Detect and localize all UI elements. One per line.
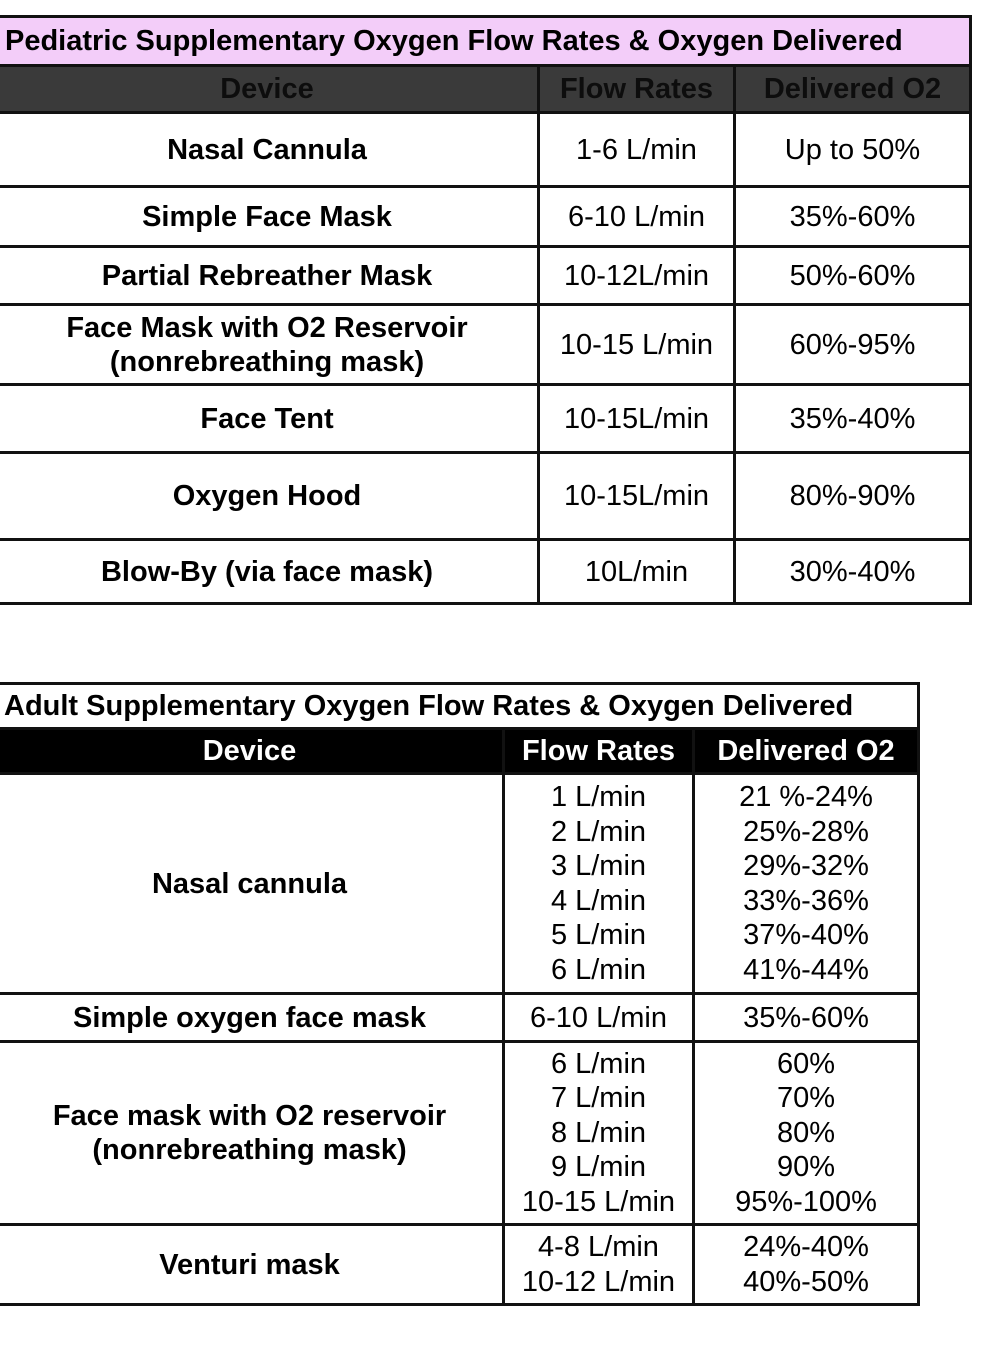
device-cell: Venturi mask xyxy=(0,1225,504,1305)
device-cell: Simple oxygen face mask xyxy=(0,994,504,1042)
pediatric-header-flow-rates: Flow Rates xyxy=(539,66,735,113)
device-cell: Blow-By (via face mask) xyxy=(0,540,539,604)
flow-rate-cell xyxy=(504,774,694,994)
delivered-o2-cell: 60%-95% xyxy=(735,305,971,385)
delivered-o2-cell: 35%-60% xyxy=(694,994,919,1042)
delivered-o2-cell: 30%-40% xyxy=(735,540,971,604)
delivered-o2-cell: 35%-60% xyxy=(735,187,971,247)
device-cell: Face Tent xyxy=(0,385,539,453)
device-cell: Nasal cannula xyxy=(0,774,504,994)
delivered-o2-value: 24%-40% xyxy=(743,1231,869,1263)
delivered-o2-value: 21 %-24% xyxy=(739,781,873,813)
flow-rate-value: 4-8 L/min xyxy=(538,1231,659,1263)
flow-rate-value: 5 L/min xyxy=(550,919,647,951)
delivered-o2-value: 95%-100% xyxy=(735,1185,877,1218)
flow-rate-cell: 6-10 L/min xyxy=(539,187,735,247)
device-line: Face Mask with O2 Reservoir xyxy=(66,311,468,344)
device-cell: Oxygen Hood xyxy=(0,453,539,540)
table-row xyxy=(0,247,971,305)
table-row xyxy=(0,187,971,247)
flow-rate-value: 6 L/min xyxy=(550,1047,647,1080)
delivered-o2-cell: Up to 50% xyxy=(735,113,971,187)
delivered-o2-value: 25%-28% xyxy=(743,815,869,848)
device-line: (nonrebreathing mask) xyxy=(92,1134,407,1166)
flow-rate-value: 6 L/min xyxy=(550,953,647,986)
flow-rate-cell: 10-15L/min xyxy=(539,385,735,453)
adult-header-delivered-o2: Delivered O2 xyxy=(694,729,919,774)
pediatric-header-delivered-o2: Delivered O2 xyxy=(735,66,971,113)
device-cell: Nasal Cannula xyxy=(0,113,539,187)
flow-rate-value: 4 L/min xyxy=(550,884,647,917)
adult-header-flow-rates: Flow Rates xyxy=(504,729,694,774)
flow-rate-value: 2 L/min xyxy=(550,815,647,848)
flow-rate-cell: 10-15 L/min xyxy=(539,305,735,385)
delivered-o2-value: 60% xyxy=(776,1047,836,1080)
table-row xyxy=(0,1042,919,1225)
delivered-o2-cell: 35%-40% xyxy=(735,385,971,453)
table-row xyxy=(0,453,971,540)
delivered-o2-value: 40%-50% xyxy=(743,1265,869,1298)
flow-rate-cell xyxy=(504,1042,694,1225)
table-row xyxy=(0,994,919,1042)
flow-rate-value: 9 L/min xyxy=(550,1151,647,1184)
flow-rate-value: 1 L/min xyxy=(550,781,647,813)
device-cell xyxy=(0,1042,504,1225)
delivered-o2-value: 70% xyxy=(776,1082,836,1115)
device-line: (nonrebreathing mask) xyxy=(109,345,425,378)
delivered-o2-value: 29%-32% xyxy=(743,850,869,882)
adult-oxygen-table xyxy=(0,682,920,1306)
flow-rate-value: 3 L/min xyxy=(550,850,647,882)
delivered-o2-cell xyxy=(694,774,919,994)
delivered-o2-cell xyxy=(694,1225,919,1305)
device-cell xyxy=(0,305,539,385)
flow-rate-cell xyxy=(504,1225,694,1305)
pediatric-oxygen-table xyxy=(0,15,972,605)
adult-table-title: Adult Supplementary Oxygen Flow Rates & Oxygen Delivered xyxy=(0,684,919,729)
flow-rate-value: 7 L/min xyxy=(550,1082,647,1115)
adult-header-device: Device xyxy=(0,729,504,774)
device-line: Face mask with O2 reservoir xyxy=(52,1100,447,1132)
flow-rate-value: 10-15 L/min xyxy=(521,1185,676,1218)
delivered-o2-value: 37%-40% xyxy=(743,919,869,951)
flow-rate-cell: 10L/min xyxy=(539,540,735,604)
table-row xyxy=(0,305,971,385)
table-row xyxy=(0,540,971,604)
delivered-o2-value: 41%-44% xyxy=(743,953,869,986)
delivered-o2-value: 33%-36% xyxy=(743,884,869,917)
pediatric-table-title: Pediatric Supplementary Oxygen Flow Rates & Oxygen Delivered xyxy=(0,17,971,66)
pediatric-header-device: Device xyxy=(0,66,539,113)
flow-rate-value: 8 L/min xyxy=(550,1116,647,1149)
delivered-o2-cell: 80%-90% xyxy=(735,453,971,540)
delivered-o2-cell: 50%-60% xyxy=(735,247,971,305)
table-row xyxy=(0,113,971,187)
delivered-o2-value: 90% xyxy=(776,1151,836,1184)
table-row xyxy=(0,774,919,994)
flow-rate-value: 10-12 L/min xyxy=(521,1265,676,1298)
flow-rate-cell: 1-6 L/min xyxy=(539,113,735,187)
device-cell: Simple Face Mask xyxy=(0,187,539,247)
delivered-o2-value: 80% xyxy=(776,1116,836,1149)
flow-rate-cell: 10-15L/min xyxy=(539,453,735,540)
device-cell: Partial Rebreather Mask xyxy=(0,247,539,305)
flow-rate-cell: 6-10 L/min xyxy=(504,994,694,1042)
table-row xyxy=(0,385,971,453)
table-row xyxy=(0,1225,919,1305)
delivered-o2-cell xyxy=(694,1042,919,1225)
flow-rate-cell: 10-12L/min xyxy=(539,247,735,305)
